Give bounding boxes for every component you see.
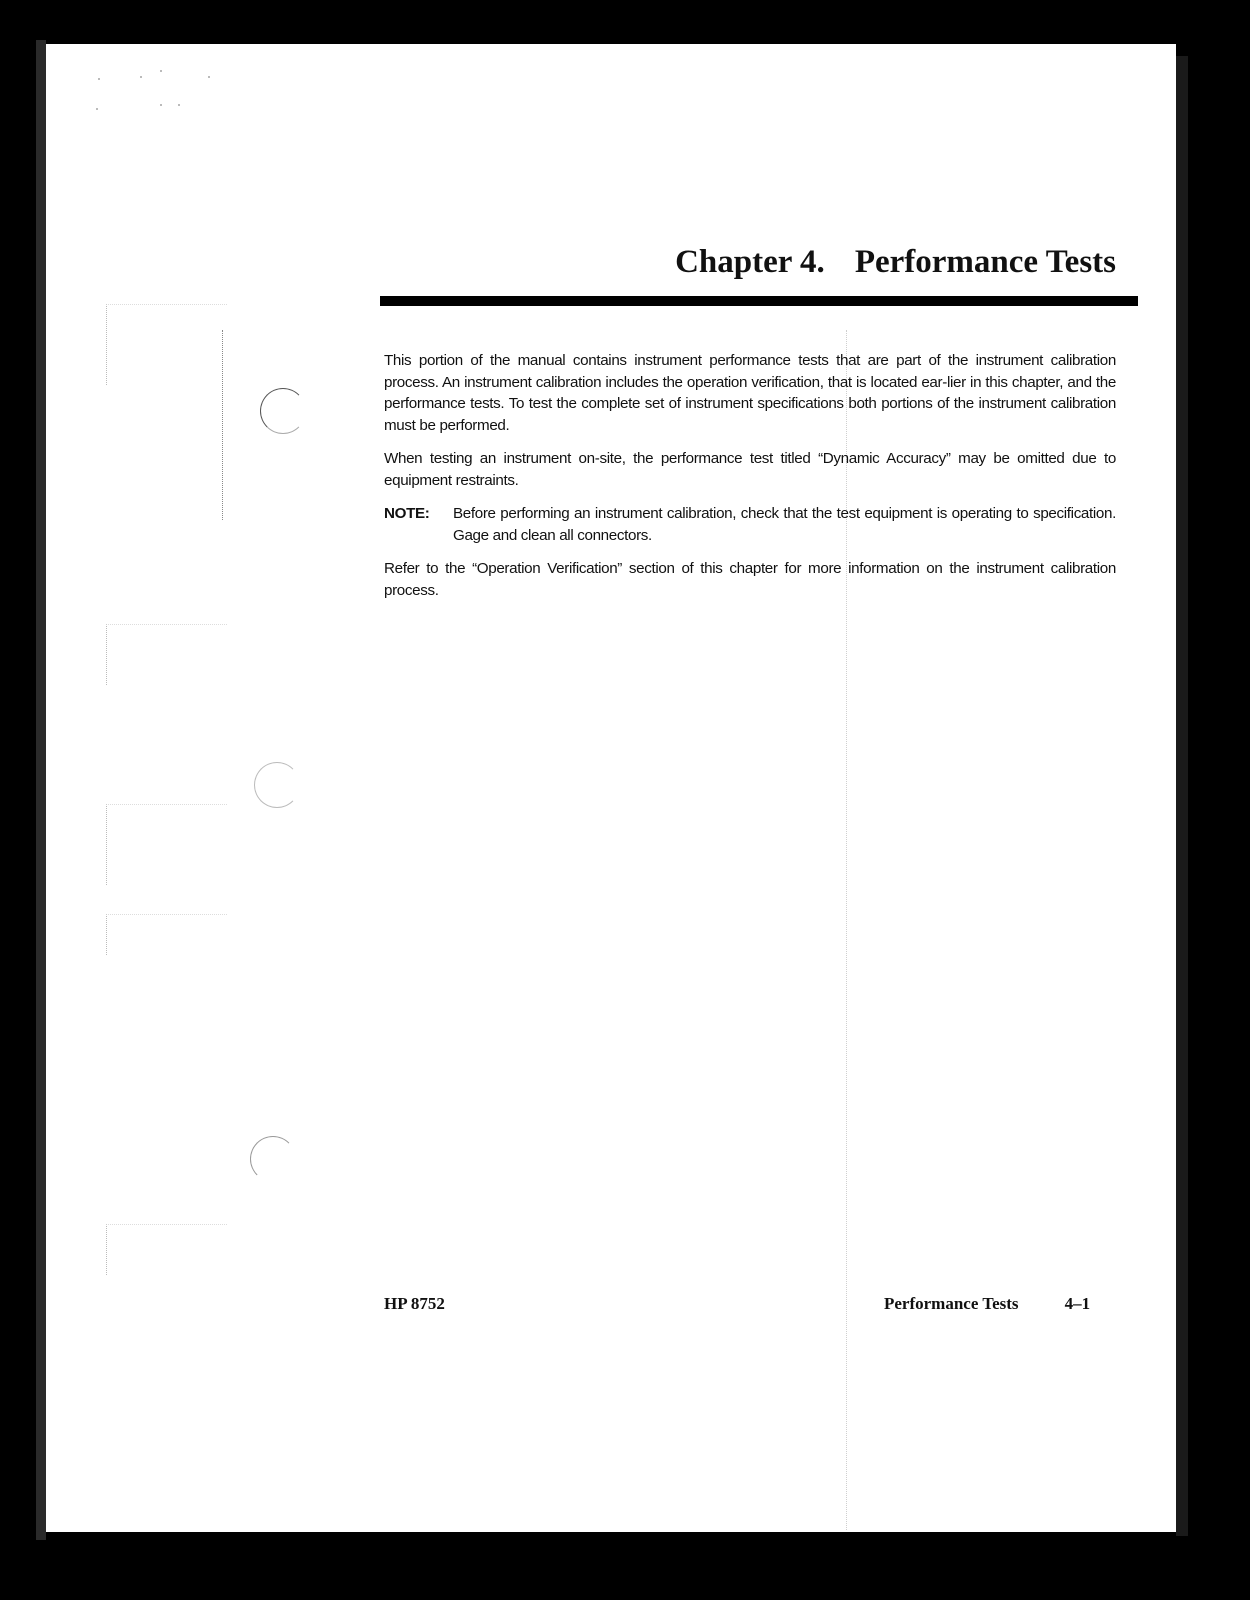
heading-rule [380, 296, 1138, 306]
scan-speck [178, 104, 180, 106]
punch-hole-top [260, 388, 306, 434]
reference-paragraph: Refer to the “Operation Verification” section of this chapter for more information on the instrument calibration process. [384, 560, 1116, 599]
scan-border-left [36, 40, 46, 1540]
chapter-number: Chapter 4. [675, 244, 825, 280]
note-label: NOTE: [384, 505, 430, 522]
intro-paragraph: This portion of the manual contains instrument performance tests that are part of the instrument calibration process. An instrument calibration includes the operation verification, that is located ear-lier in this chapter, and the performance tests. To test the complete set of instrument specifications both portions of the instrument calibration must be performed. [384, 352, 1116, 434]
chapter-body [384, 350, 1116, 613]
footer-section-title: Performance Tests [884, 1294, 1019, 1313]
footer-section [884, 1294, 1090, 1314]
scan-noise [106, 624, 227, 685]
scan-noise [106, 304, 227, 385]
chapter-heading [380, 244, 1116, 281]
punch-hole-bottom [250, 1136, 296, 1182]
scan-speck [96, 108, 98, 110]
scan-noise [106, 914, 227, 955]
page-number: 4–1 [1064, 1294, 1091, 1313]
scan-speck [98, 78, 100, 80]
scan-speck [160, 104, 162, 106]
onsite-paragraph: When testing an instrument on-site, the performance test titled “Dynamic Accuracy” may be omitted due to equipment restraints. [384, 450, 1116, 489]
scan-border-right [1176, 56, 1188, 1536]
margin-rule [222, 330, 223, 520]
scan-speck [208, 76, 210, 78]
scan-speck [140, 76, 142, 78]
chapter-title: Performance Tests [854, 244, 1116, 280]
note-block [384, 503, 1116, 546]
scan-noise [106, 1224, 227, 1275]
footer-product: HP 8752 [384, 1294, 445, 1313]
note-text: Before performing an instrument calibration, check that the test equipment is operating to specification. Gage and clean all connectors. [453, 505, 1116, 544]
punch-hole-middle [254, 762, 300, 808]
scan-noise [106, 804, 227, 885]
scan-speck [160, 70, 162, 72]
